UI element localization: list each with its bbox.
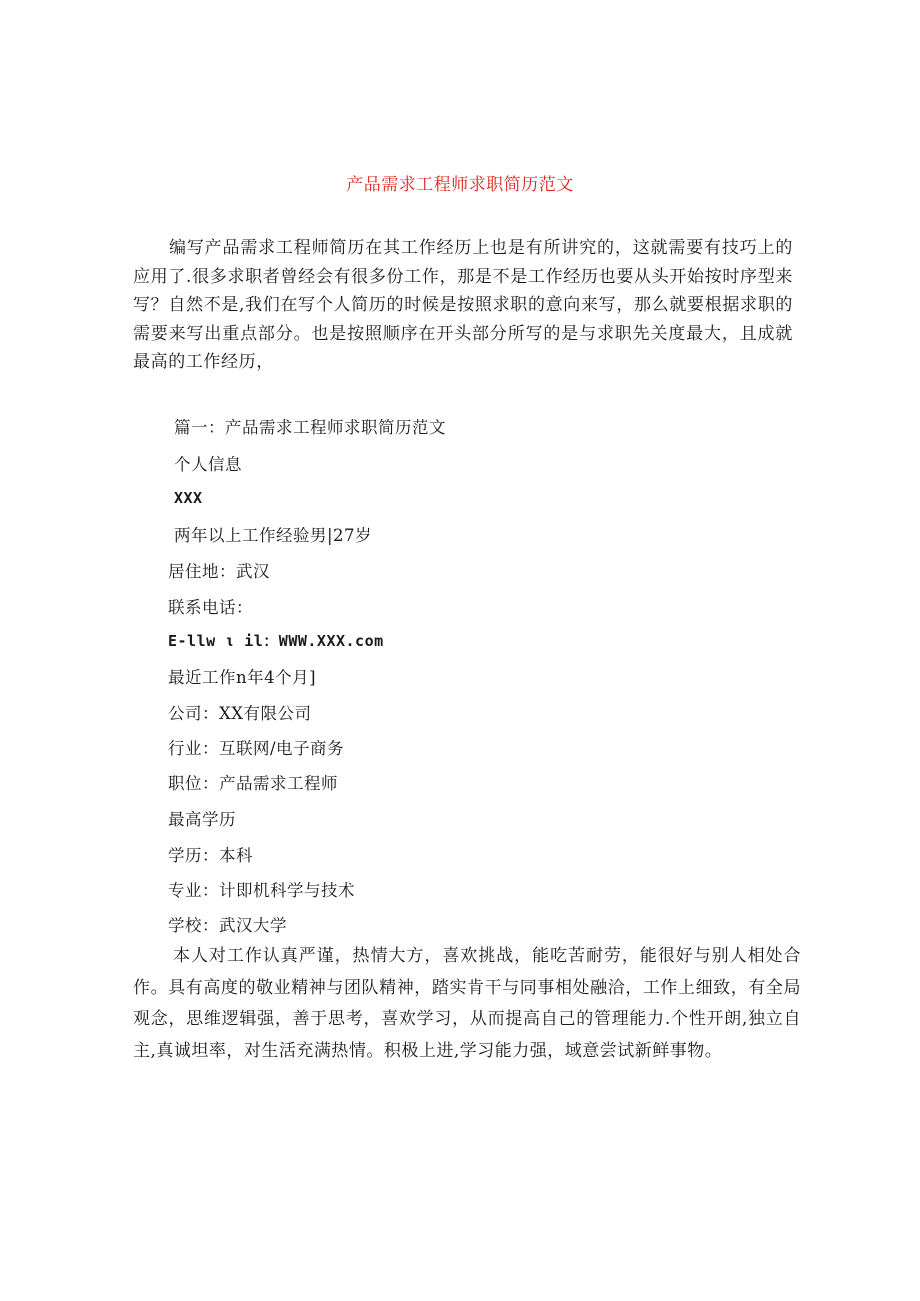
section-heading: 篇一：产品需求工程师求职简历范文 [174,418,446,437]
major-line: 专业：计即机科学与技术 [168,881,355,900]
school-line: 学校：武汉大学 [168,916,287,935]
residence-line: 居住地：武汉 [168,562,270,581]
degree-line: 学历：本科 [168,846,253,865]
document-title: 产品需求工程师求职简历范文 [346,175,574,195]
phone-line: 联系电话： [168,598,253,617]
position-line: 职位：产品需求工程师 [168,774,338,793]
experience-age: 两年以上工作经验男|27岁 [174,526,373,545]
recent-work-line: 最近工作n年4个月] [168,668,317,687]
intro-paragraph: 编写产品需求工程师简历在其工作经历上也是有所讲究的，这就需要有技巧上的应用了.很多求职者曾经会有很多份工作，那是不是工作经历也要从头开始按时序型来写？自然不是,我们在写个人简历的时候是按照求职的意向来写，那么就要根据求职的需要来写出重点部分。也是按照顺序在开头部分所写的是与求职先关度最大，且成就最高的工作经历， [133,238,793,372]
personal-info-label: 个人信息 [174,455,242,474]
self-summary-paragraph: 本人对工作认真严谨，热情大方，喜欢挑战，能吃苦耐劳，能很好与别人相处合作。具有高度的敬业精神与团队精神，踏实肯干与同事相处融洽，工作上细致，有全局观念，思维逻辑强，善于思考，喜欢学习，从而提高自己的管理能力.个性开朗,独立自主,真诚坦率，对生活充满热情。积极上进,学习能力强，域意尝试新鲜事物。 [133,946,801,1061]
email-line: E-llw ι il：WWW.XXX.com [168,632,384,650]
candidate-name: XXX [174,489,203,507]
education-heading: 最高学历 [168,810,236,829]
industry-line: 行业：互联网/电子商务 [168,739,345,758]
company-line: 公司：XX有限公司 [168,704,312,723]
